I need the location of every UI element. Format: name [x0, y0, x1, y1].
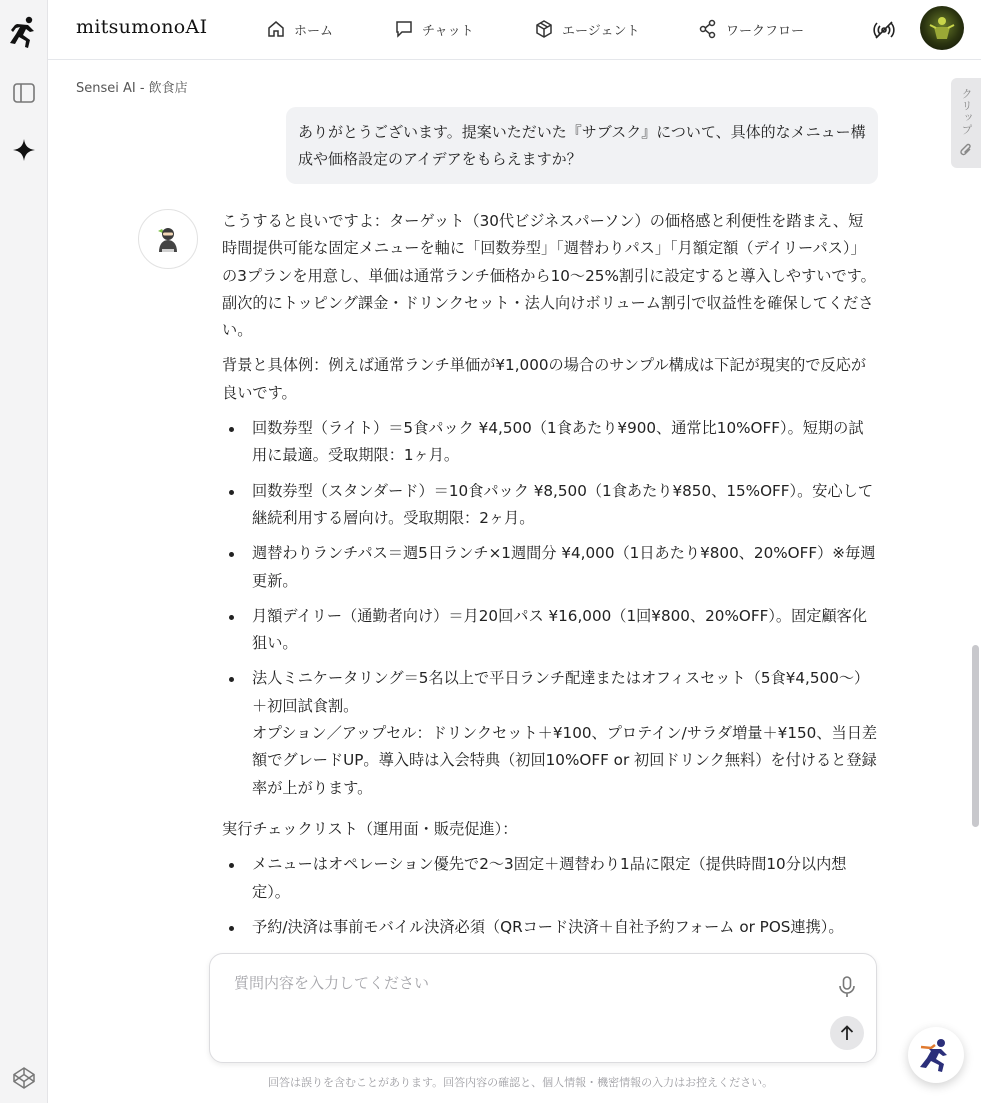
list-item: 回数券型（ライト）＝5食パック ¥4,500（1食あたり¥900、通常比10%OFF）。短期の試用に最適。受取期限：1ヶ月。 — [222, 415, 878, 470]
nav-home[interactable] — [266, 17, 333, 41]
runner-mascot-icon — [917, 1036, 955, 1074]
package-icon — [534, 19, 554, 39]
options-note: オプション／アップセル：ドリンクセット＋¥100、プロテイン/サラダ増量＋¥150、当日差額でグレードUP。導入時は入会特典（初回10%OFF or 初回ドリンク無料）を付けると登録率が上がります。 — [252, 724, 878, 797]
list-item: 週替わりランチパス＝週5日ランチ×1週間分 ¥4,000（1日あたり¥800、20%OFF）※毎週更新。 — [222, 540, 878, 595]
nav-home-label: ホーム — [294, 23, 334, 39]
send-button[interactable] — [830, 1016, 864, 1050]
assistant-avatar — [138, 209, 198, 269]
runner-logo-icon[interactable] — [8, 16, 40, 48]
nav-agent-label: エージェント — [562, 23, 640, 39]
list-item: 回数券型（スタンダード）＝10食パック ¥8,500（1食あたり¥850、15%OFF）。安心して継続利用する層向け。受取期限：2ヶ月。 — [222, 478, 878, 533]
list-item: 月額デイリー（通勤者向け）＝月20回パス ¥16,000（1回¥800、20%OFF）。固定顧客化狙い。 — [222, 603, 878, 658]
chat-scrollbar-thumb[interactable] — [972, 645, 979, 827]
plan-item-text: 法人ミニケータリング＝5名以上で平日ランチ配達またはオフィスセット（5食¥4,500〜）＋初回試食割。 — [252, 669, 870, 715]
top-header — [48, 0, 981, 60]
left-sidebar — [0, 0, 48, 1103]
answer-background: 背景と具体例：例えば通常ランチ単価が¥1,000の場合のサンプル構成は下記が現実的で反応が良いです。 — [222, 356, 867, 402]
nav-chat-label: チャット — [422, 23, 474, 39]
ninja-sensei-icon — [151, 222, 185, 256]
checklist-title: 実行チェックリスト（運用面・販売促進）： — [222, 819, 518, 838]
sparkle-icon[interactable] — [8, 134, 40, 166]
assistant-message — [222, 208, 878, 945]
plan-list — [222, 415, 878, 802]
floating-assistant-button[interactable] — [908, 1027, 964, 1083]
answer-intro: こうすると良いですよ：ターゲット（30代ビジネスパーソン）の価格感と利便性を踏まえ、短時間提供可能な固定メニューを軸に「回数券型」「週替わりパス」「月額定額（デイリーパス）」の3プランを用意し、単価は通常ランチ価格から10〜25%割引に設定すると導入しやすいです。副次的にトッピング課金・ドリンクセット・法人向けボリューム割引で収益性を確保してください。 — [222, 212, 876, 340]
mic-icon[interactable] — [835, 974, 859, 1000]
message-composer — [209, 953, 877, 1063]
chat-bubble-icon — [394, 19, 414, 39]
nav-workflow[interactable] — [698, 17, 804, 41]
broadcast-icon[interactable] — [870, 16, 898, 44]
share-nodes-icon — [698, 19, 718, 39]
breadcrumb[interactable]: Sensei AI - 飲食店 — [76, 81, 188, 96]
brand-name[interactable]: mitsumonoAI — [76, 16, 208, 38]
user-message-bubble: ありがとうございます。提案いただいた『サブスク』について、具体的なメニュー構成や価格設定のアイデアをもらえますか？ — [286, 107, 878, 184]
arrow-up-icon — [838, 1024, 856, 1042]
sidebar-toggle-icon[interactable] — [8, 77, 40, 109]
home-icon — [266, 19, 286, 39]
list-item: 予約/決済は事前モバイル決済必須（QRコード決済＋自社予約フォーム or POS連携）。 — [222, 914, 878, 941]
nav-agent[interactable] — [534, 17, 639, 41]
nav-workflow-label: ワークフロー — [726, 23, 805, 39]
message-input[interactable] — [234, 972, 814, 1032]
nav-chat[interactable] — [394, 17, 474, 41]
list-item: メニューはオペレーション優先で2〜3固定＋週替わり1品に限定（提供時間10分以内想定）。 — [222, 851, 878, 906]
codepen-cube-icon[interactable] — [8, 1062, 40, 1094]
clip-tab-label: クリップ — [960, 88, 973, 136]
user-avatar[interactable] — [920, 6, 964, 50]
disclaimer-text: 回答は誤りを含むことがあります。回答内容の確認と、個人情報・機密情報の入力はお控えください。 — [268, 1076, 774, 1089]
checklist — [222, 851, 878, 941]
list-item — [222, 665, 878, 801]
